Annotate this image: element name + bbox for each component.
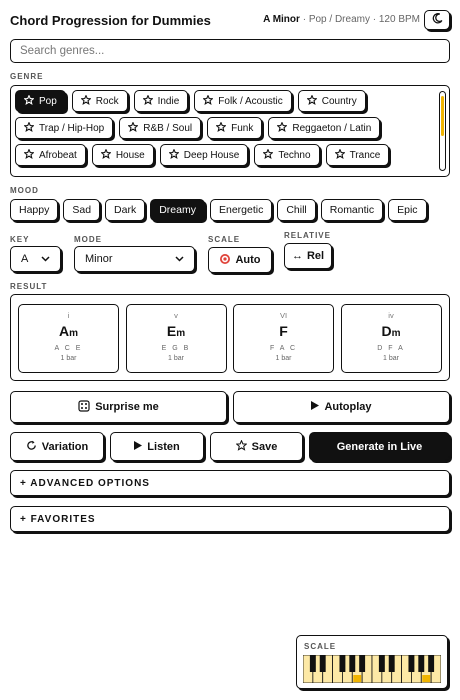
star-icon[interactable] <box>24 149 34 162</box>
genre-chip[interactable] <box>15 90 66 112</box>
piano-black-key <box>389 655 395 672</box>
summary-tempo: 120 BPM <box>378 14 420 25</box>
genre-chip-label: Techno <box>278 149 311 161</box>
chord-name <box>19 323 118 340</box>
result-label: RESULT <box>10 282 48 291</box>
mood-list <box>10 199 429 221</box>
mood-chip[interactable]: Happy <box>10 199 58 221</box>
chord-card[interactable] <box>233 304 334 373</box>
genre-chip[interactable] <box>268 117 380 139</box>
star-icon <box>236 440 247 454</box>
piano-black-key <box>310 655 316 672</box>
chord-duration: 1 bar <box>60 355 77 362</box>
genre-chip-label: R&B / Soul <box>143 122 193 134</box>
result-panel <box>10 294 450 381</box>
genre-chip-label: Funk <box>231 122 254 134</box>
star-icon[interactable] <box>335 149 345 162</box>
star-icon[interactable] <box>101 149 111 162</box>
genre-chip[interactable] <box>254 144 319 166</box>
genre-chip[interactable] <box>194 90 291 112</box>
mood-chip[interactable]: Sad <box>63 199 100 221</box>
chord-duration: 1 bar <box>168 355 184 362</box>
genre-search-input[interactable] <box>10 39 450 63</box>
theme-toggle-button[interactable] <box>424 10 450 30</box>
chord-card[interactable] <box>341 304 442 373</box>
refresh-icon <box>26 440 37 454</box>
chord-root: D <box>381 323 392 339</box>
star-icon[interactable] <box>81 95 91 108</box>
chord-quality: m <box>176 328 186 339</box>
piano-black-key <box>418 655 424 672</box>
piano-black-key <box>379 655 385 672</box>
chord-root: A <box>58 323 70 339</box>
genre-chip-label: Afrobeat <box>39 149 77 161</box>
favorites-toggle[interactable]: + FAVORITES <box>10 506 450 532</box>
genre-chip-label: Indie <box>157 95 180 107</box>
mode-select-value: Minor <box>85 253 113 265</box>
mood-chip[interactable]: Chill <box>277 199 315 221</box>
piano-keyboard <box>303 655 441 683</box>
mood-chip[interactable]: Dark <box>105 199 145 221</box>
chord-root: F <box>279 323 288 339</box>
star-icon[interactable] <box>307 95 317 108</box>
genre-chip[interactable] <box>15 144 86 166</box>
chord-card[interactable] <box>18 304 119 373</box>
genre-chip[interactable] <box>119 117 201 139</box>
chord-roman-numeral: VI <box>279 311 288 320</box>
dice-icon <box>78 400 90 415</box>
genre-chip[interactable] <box>92 144 154 166</box>
star-icon[interactable] <box>277 122 287 135</box>
genre-chip-label: Folk / Acoustic <box>218 95 283 107</box>
surprise-me-button[interactable]: Surprise me <box>10 391 227 423</box>
advanced-options-toggle[interactable]: + ADVANCED OPTIONS <box>10 470 450 496</box>
chord-duration: 1 bar <box>383 355 399 362</box>
relative-button[interactable]: ↔ Rel <box>284 243 332 269</box>
star-icon[interactable] <box>216 122 226 135</box>
chord-name <box>234 323 333 340</box>
star-icon[interactable] <box>128 122 138 135</box>
generate-in-live-button[interactable]: Generate in Live <box>309 432 450 461</box>
mood-chip[interactable]: Dreamy <box>150 199 205 221</box>
save-button[interactable]: Save <box>210 432 303 461</box>
genre-chip[interactable] <box>72 90 128 112</box>
piano-black-key <box>359 655 365 672</box>
piano-black-key <box>339 655 345 672</box>
genre-chip-label: Pop <box>39 95 57 107</box>
app-header <box>10 10 450 32</box>
chord-notes: D F A <box>377 345 405 352</box>
summary-key: A Minor <box>263 14 300 25</box>
summary-mood: Dreamy <box>334 14 370 25</box>
genre-chip[interactable] <box>160 144 249 166</box>
genre-label: GENRE <box>10 72 44 81</box>
play-icon <box>134 441 142 453</box>
key-label: KEY <box>10 235 30 244</box>
star-icon[interactable] <box>203 95 213 108</box>
chord-name <box>342 323 441 340</box>
key-select-value: A <box>21 253 29 265</box>
scale-keyboard-widget <box>296 635 448 689</box>
chevron-down-icon <box>175 254 184 265</box>
piano-black-key <box>349 655 355 672</box>
piano-black-key <box>428 655 434 672</box>
autoplay-button[interactable]: Autoplay <box>233 391 450 423</box>
app-title: Chord Progression for Dummies <box>10 13 211 28</box>
relative-label: RELATIVE <box>284 231 331 240</box>
scale-auto-button[interactable]: Auto <box>208 247 272 273</box>
play-icon <box>311 401 319 413</box>
genre-chip[interactable] <box>207 117 262 139</box>
genre-chip-label: Reggaeton / Latin <box>292 122 372 134</box>
genre-chip-label: Trap / Hip-Hop <box>39 122 105 134</box>
chord-roman-numeral: v <box>174 311 178 320</box>
chord-quality: m <box>391 328 401 339</box>
target-icon <box>219 253 231 268</box>
genre-chip[interactable] <box>298 90 366 112</box>
scale-widget-label: SCALE <box>304 642 337 651</box>
key-select[interactable] <box>10 246 61 272</box>
genre-chip[interactable] <box>15 117 113 139</box>
genre-chip[interactable] <box>134 90 189 112</box>
mood-chip[interactable]: Romantic <box>321 199 383 221</box>
genre-chip-label: Trance <box>349 149 381 161</box>
progression-summary: A Minor · Pop / Dreamy · 120 BPM <box>263 14 420 25</box>
mode-select[interactable] <box>74 246 195 272</box>
moon-icon <box>432 13 443 27</box>
chevron-down-icon <box>41 254 50 265</box>
piano-black-key <box>320 655 326 672</box>
genre-scrollbar[interactable] <box>439 91 446 171</box>
genre-list <box>10 85 450 177</box>
star-icon[interactable] <box>24 122 34 135</box>
piano-black-key <box>408 655 414 672</box>
genre-chip-label: Deep House <box>183 149 240 161</box>
chord-name <box>127 323 226 340</box>
summary-genre: Pop <box>308 14 327 25</box>
star-icon[interactable] <box>143 95 153 108</box>
genre-chip[interactable] <box>326 144 390 166</box>
mood-chip[interactable]: Energetic <box>210 199 272 221</box>
chord-quality: m <box>69 328 79 339</box>
chord-card[interactable] <box>126 304 227 373</box>
variation-button[interactable]: Variation <box>10 432 104 461</box>
genre-chip-label: Country <box>321 95 357 107</box>
star-icon[interactable] <box>169 149 179 162</box>
star-icon[interactable] <box>24 95 34 108</box>
piano-scale-highlight <box>353 675 361 682</box>
genre-chip-label: House <box>115 149 145 161</box>
chord-duration: 1 bar <box>275 355 292 362</box>
chord-roman-numeral: i <box>67 311 70 320</box>
genre-scrollbar-thumb[interactable] <box>441 96 445 136</box>
listen-button[interactable]: Listen <box>110 432 204 461</box>
swap-arrows-icon: ↔ <box>291 250 303 262</box>
genre-chip-label: Rock <box>95 95 119 107</box>
scale-label: SCALE <box>208 235 241 244</box>
chord-notes: E G B <box>161 345 191 352</box>
piano-scale-highlight <box>422 675 430 682</box>
mode-label: MODE <box>74 235 102 244</box>
chord-roman-numeral: iv <box>388 311 394 320</box>
star-icon[interactable] <box>263 149 273 162</box>
mood-label: MOOD <box>10 186 39 195</box>
chord-notes: F A C <box>269 345 298 352</box>
chord-root: E <box>166 323 177 339</box>
mood-chip[interactable]: Epic <box>388 199 426 221</box>
chord-notes: A C E <box>54 345 83 352</box>
